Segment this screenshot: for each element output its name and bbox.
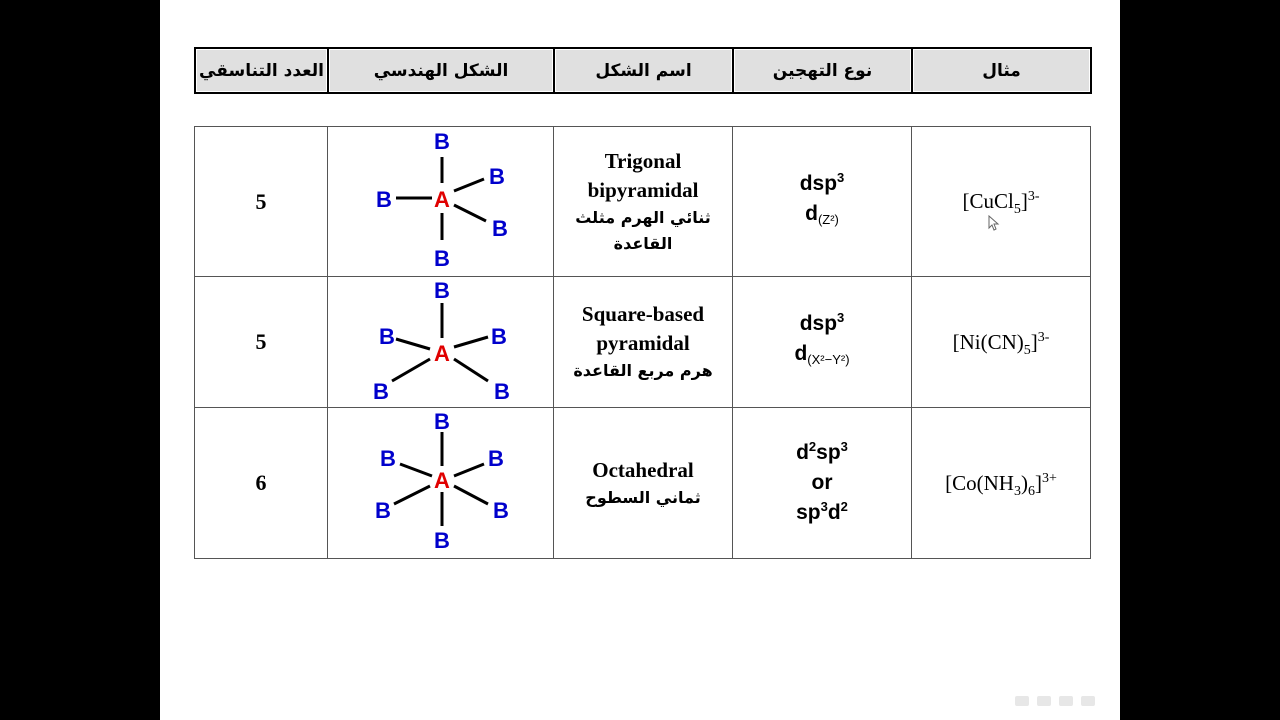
pen-icon[interactable]: [1037, 696, 1051, 706]
table-row: [195, 408, 1091, 559]
slide: [160, 0, 1120, 720]
hybridization-orbital: d(X²−Y²): [794, 342, 850, 367]
menu-icon[interactable]: [1059, 696, 1073, 706]
shape-name-ar: القاعدة: [613, 233, 673, 253]
ligand-atom: B: [434, 528, 450, 553]
shape-name-cell: [554, 277, 733, 408]
header-table: [194, 47, 1092, 94]
shape-name-en: Octahedral: [592, 457, 694, 482]
central-atom: A: [434, 341, 450, 366]
example-cell: [912, 127, 1091, 277]
shape-name-cell: [554, 408, 733, 559]
shape-name-ar: هرم مربع القاعدة: [573, 361, 713, 380]
shape-name-cell: [554, 127, 733, 277]
table-row: [195, 277, 1091, 408]
ligand-atom: B: [434, 409, 450, 434]
shape-name-ar: ثماني السطوح: [585, 487, 701, 507]
coordination-number-cell: 5: [195, 127, 328, 277]
hybridization-or: or: [811, 471, 833, 494]
ligand-atom: B: [434, 246, 450, 271]
octahedral-diagram: [328, 408, 554, 554]
example-formula: $[Co(NH_3)_6]^{3+}$: [945, 470, 1057, 499]
ligand-atom: B: [493, 498, 509, 523]
hybridization-main: dsp$^3$: [799, 310, 845, 335]
hybridization-cell: [733, 277, 912, 408]
shape-name-en: bipyramidal: [587, 177, 699, 202]
header-shape-name: اسم الشكل: [554, 48, 733, 93]
mouse-cursor-icon: [988, 215, 1000, 231]
example-cell: [912, 408, 1091, 559]
presentation-toolbar: [1015, 696, 1095, 706]
hybridization-orbital: d(Z²): [805, 201, 839, 227]
hybridization-option-a: $d^2sp^3$: [796, 439, 848, 464]
ligand-atom: B: [494, 379, 510, 403]
ligand-atom: B: [434, 278, 450, 303]
ligand-atom: B: [434, 129, 450, 154]
coordination-number-cell: 5: [195, 277, 328, 408]
shape-name-en: Square-based: [581, 302, 705, 326]
central-atom: A: [434, 187, 450, 212]
header-row: [195, 48, 1091, 93]
header-coordination-number: العدد التناسقي: [195, 48, 328, 93]
hybridization-option-b: $sp^3d^2$: [796, 499, 848, 524]
geometric-shape-cell: [328, 277, 554, 408]
ligand-atom: B: [379, 324, 395, 349]
header-geometric-shape: الشكل الهندسي: [328, 48, 554, 93]
previous-slide-icon[interactable]: [1015, 696, 1029, 706]
hybridization-cell: [733, 408, 912, 559]
ligand-atom: B: [491, 324, 507, 349]
coordination-number-cell: 6: [195, 408, 328, 559]
next-slide-icon[interactable]: [1081, 696, 1095, 706]
example-formula: $[Ni(CN)_5]^{3-}$: [952, 329, 1050, 358]
geometry-table: [194, 126, 1091, 559]
geometric-shape-cell: [328, 408, 554, 559]
example-formula: [CuCl$_5$]$^{3-}$: [962, 189, 1040, 218]
ligand-atom: B: [380, 446, 396, 471]
square-pyramidal-diagram: [328, 277, 554, 403]
header-hybridization-type: نوع التهجين: [733, 48, 912, 93]
ligand-atom: B: [489, 164, 505, 189]
central-atom: A: [434, 468, 450, 493]
example-cell: [912, 277, 1091, 408]
header-example: مثال: [912, 48, 1091, 93]
shape-name-ar: ثنائي الهرم مثلث: [575, 207, 711, 227]
geometric-shape-cell: [328, 127, 554, 277]
ligand-atom: B: [488, 446, 504, 471]
ligand-atom: B: [373, 379, 389, 403]
shape-name-en: Trigonal: [604, 148, 682, 173]
ligand-atom: B: [492, 216, 508, 241]
ligand-atom: B: [375, 498, 391, 523]
trigonal-bipyramidal-diagram: [328, 127, 554, 272]
ligand-atom: B: [376, 187, 392, 212]
shape-name-en: pyramidal: [596, 331, 690, 355]
table-row: [195, 127, 1091, 277]
hybridization-cell: [733, 127, 912, 277]
hybridization-main: dsp$^3$: [799, 169, 845, 195]
